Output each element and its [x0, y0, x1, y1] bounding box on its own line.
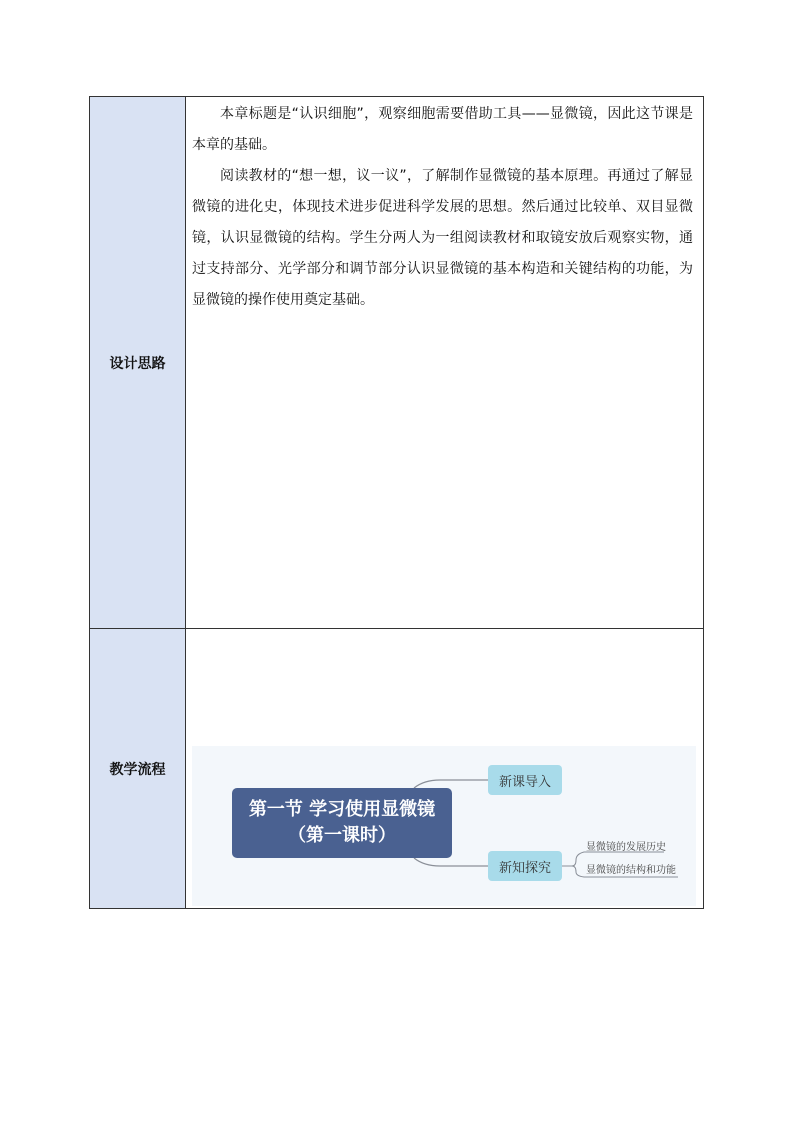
paragraph: 本章标题是“认识细胞”，观察细胞需要借助工具——显微镜，因此这节课是本章的基础。: [192, 106, 693, 153]
paragraph: 阅读教材的“想一想，议一议”，了解制作显微镜的基本原理。再通过了解显微镜的进化史，体现技术进步促进科学发展的思想。然后通过比较单、双目显微镜，认识显微镜的结构。学生分两人为一组阅读教材和取镜安放后观察实物，通过支持部分、光学部分和调节部分认识显微镜的基本构造和关键结构的功能，为显微镜的操作使用奠定基础。: [192, 168, 693, 308]
mind-map-leaf-history: 显微镜的发展历史: [586, 842, 666, 853]
mind-map-leaf-structure: 显微镜的结构和功能: [586, 865, 676, 876]
teaching-flow-content: [186, 629, 703, 908]
lesson-plan-table: [89, 96, 704, 909]
design-idea-content: [186, 97, 703, 628]
teaching-flow-row: [90, 629, 703, 908]
teaching-flow-label: 教学流程: [90, 629, 186, 908]
mind-map-node-explore: 新知探究: [488, 851, 562, 881]
mind-map-root: 第一节 学习使用显微镜（第一课时）: [232, 788, 452, 858]
design-idea-label: 设计思路: [90, 97, 186, 628]
mind-map: [192, 746, 696, 906]
mind-map-node-intro: 新课导入: [488, 765, 562, 795]
design-idea-row: [90, 97, 703, 629]
